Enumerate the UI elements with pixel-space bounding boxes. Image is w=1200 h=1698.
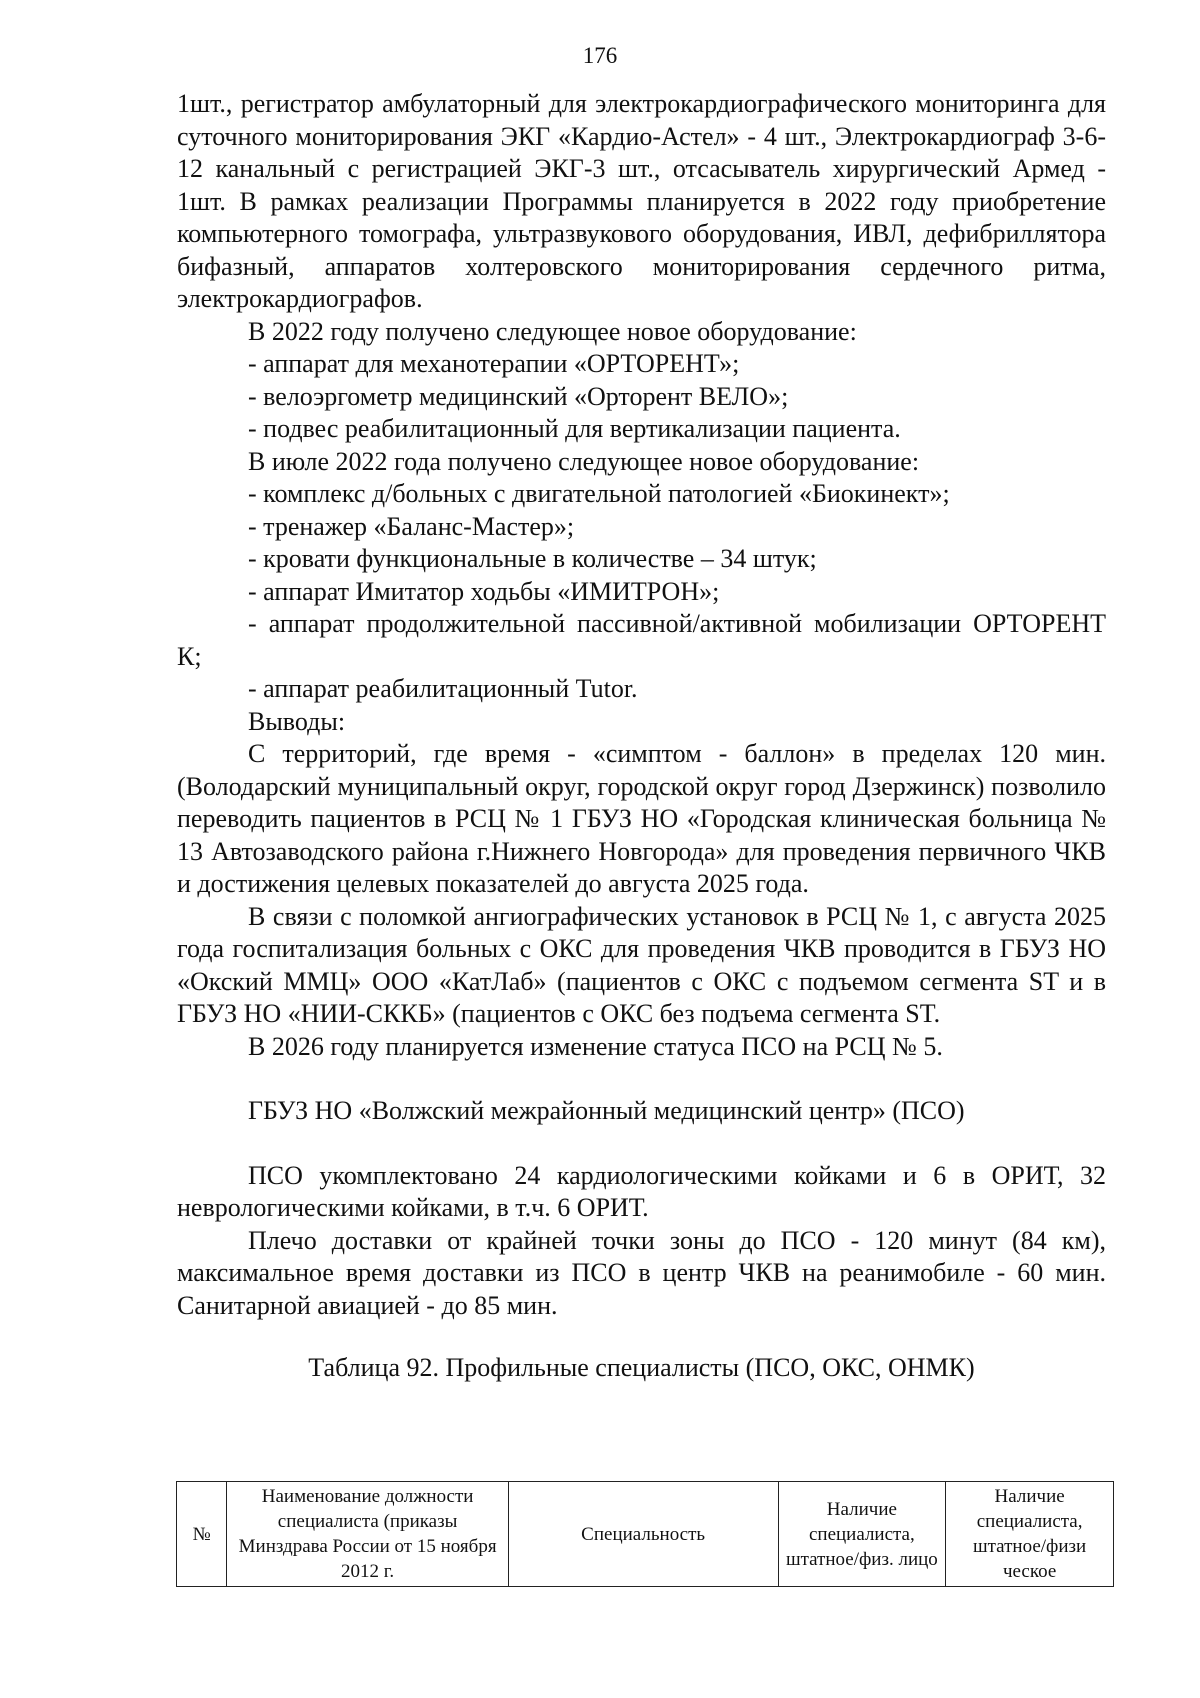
list-item: - комплекс д/больных с двигательной патологией «Биокинект»; [248, 479, 950, 508]
specialists-table [176, 1481, 1114, 1587]
paragraph-conclusion-1: С территорий, где время - «симптом - баллон» в пределах 120 мин. (Володарский муниципальный округ, городской округ город Дзержинск) позволило переводить пациентов в РСЦ № 1 ГБУЗ НО «Городская клиническая больница № 13 Автозаводского района г.Нижнего Новгорода» для проведения первичного ЧКВ и достижения целевых показателей до августа 2025 года. [177, 739, 1106, 898]
paragraph-conclusion-2: В связи с поломкой ангиографических установок в РСЦ № 1, с августа 2025 года госпитализация больных с ОКС для проведения ЧКВ проводится в ГБУЗ НО «Окский ММЦ» ООО «КатЛаб» (пациентов с ОКС с подъемом сегмента ST и в ГБУЗ НО «НИИ-СККБ» (пациентов с ОКС без подъема сегмента ST. [177, 901, 1106, 1028]
section-heading: ГБУЗ НО «Волжский межрайонный медицинский центр» (ПСО) [248, 1096, 965, 1125]
header-availability-1: Наличие специалиста, штатное/физ. лицо [778, 1482, 946, 1587]
table-header-row [177, 1482, 1114, 1587]
paragraph-delivery: Плечо доставки от крайней точки зоны до ПСО - 120 минут (84 км), максимальное время доставки из ПСО в центр ЧКВ на реанимобиле - 60 мин. Санитарной авиацией - до 85 мин. [177, 1225, 1106, 1320]
paragraph-2022-equipment: В 2022 году получено следующее новое оборудование: [248, 316, 857, 346]
paragraph-july-2022-equipment: В июле 2022 года получено следующее новое оборудование: [248, 446, 920, 476]
spacer [177, 1128, 1106, 1160]
list-item: - кровати функциональные в количестве – 34 штук; [248, 544, 817, 573]
spacer [177, 1322, 1106, 1342]
list-item: - аппарат Имитатор ходьбы «ИМИТРОН»; [248, 576, 720, 606]
header-position: Наименование должности специалиста (приказы Минздрава России от 15 ноября 2012 г. [227, 1482, 508, 1587]
list-item: - подвес реабилитационный для вертикализации пациента. [248, 414, 901, 443]
paragraph-conclusion-3: В 2026 году планируется изменение статуса ПСО на РСЦ № 5. [248, 1031, 943, 1061]
conclusions-heading: Выводы: [248, 706, 346, 736]
list-item: - тренажер «Баланс-Мастер»; [248, 511, 575, 541]
list-item: - аппарат продолжительной пассивной/активной мобилизации ОРТОРЕНТ К; [177, 609, 1106, 671]
spacer [177, 1063, 1106, 1095]
document-body [177, 88, 1106, 1385]
list-item: - аппарат для механотерапии «ОРТОРЕНТ»; [248, 349, 740, 378]
table-title: Таблица 92. Профильные специалисты (ПСО, ОКС, ОНМК) [308, 1353, 975, 1382]
page-number: 176 [582, 43, 618, 68]
paragraph-beds: ПСО укомплектовано 24 кардиологическими койками и 6 в ОРИТ, 32 неврологическими койками, в т.ч. 6 ОРИТ. [177, 1160, 1106, 1222]
header-availability-2: Наличие специалиста, штатное/физи ческое [946, 1482, 1114, 1587]
header-specialty: Специальность [508, 1482, 778, 1587]
list-item: - велоэргометр медицинский «Орторент ВЕЛО»; [248, 381, 789, 411]
paragraph-equipment: 1шт., регистратор амбулаторный для электрокардиографического мониторинга для суточного мониторирования ЭКГ «Кардио-Астел» - 4 шт., Электрокардиограф 3-6-12 канальный с регистрацией ЭКГ-3 шт., отсасыватель хирургический Армед - 1шт. В рамках реализации Программы планируется в 2022 году приобретение компьютерного томографа, ультразвукового оборудования, ИВЛ, дефибриллятора бифазный, аппаратов холтеровского мониторирования сердечного ритма, электрокардиографов. [177, 89, 1106, 313]
list-item: - аппарат реабилитационный Tutor. [248, 674, 638, 703]
header-number: № [177, 1482, 227, 1587]
